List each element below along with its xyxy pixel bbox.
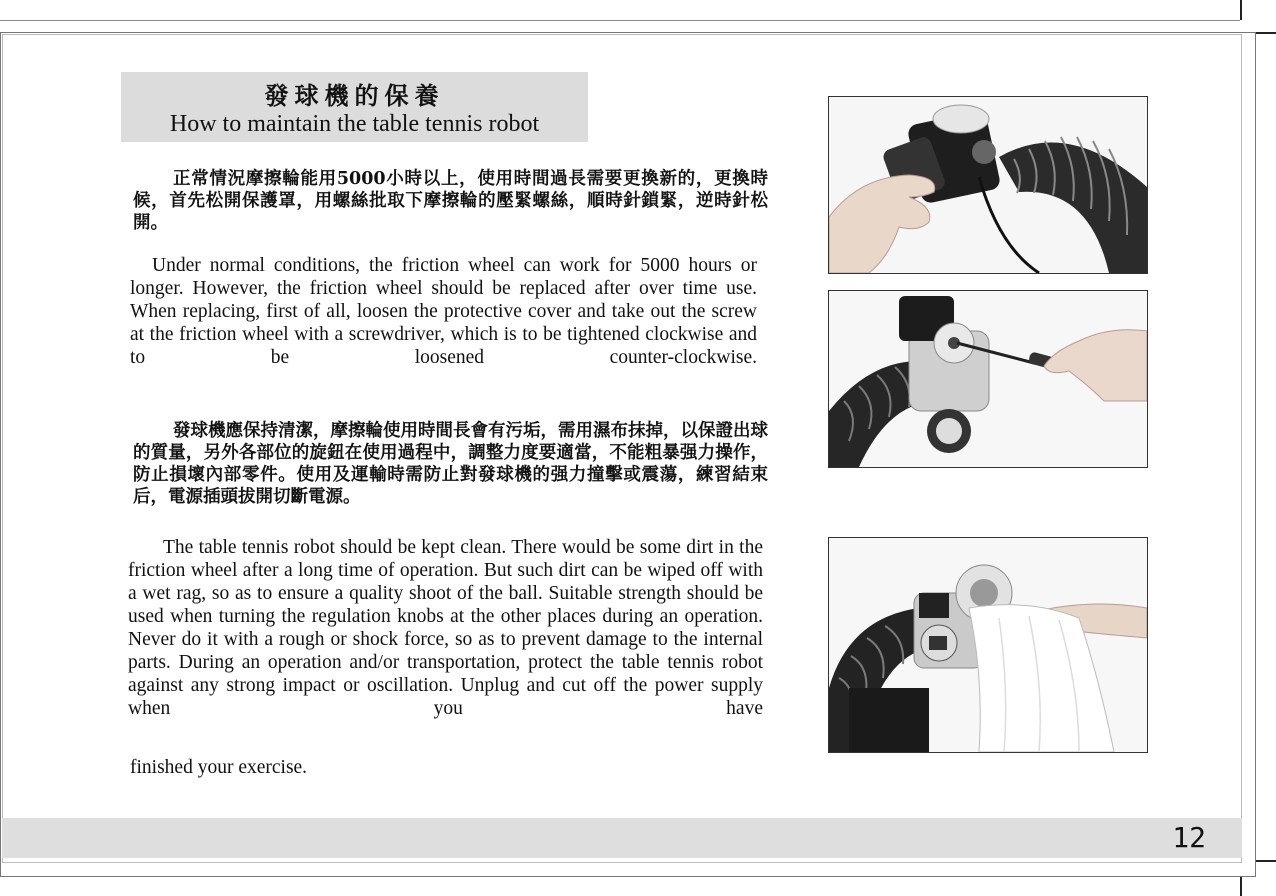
crop-line-top	[0, 20, 1240, 21]
crop-mark-bottom-right	[1240, 877, 1242, 896]
robot-screwdriver-photo	[828, 290, 1148, 468]
robot-hand-cover-photo-illustration	[829, 97, 1147, 273]
section-title-box	[121, 72, 588, 142]
section-title-chinese: 發球機的保養	[264, 81, 445, 110]
robot-hand-cover-photo	[828, 96, 1148, 274]
robot-towel-cleaning-photo-illustration	[829, 538, 1147, 752]
robot-towel-cleaning-photo	[828, 537, 1148, 753]
page-number: 12	[1172, 821, 1206, 854]
crop-mark-right-lower	[1256, 860, 1276, 862]
section-title-english: How to maintain the table tennis robot	[169, 111, 540, 137]
crop-mark-right-upper	[1256, 32, 1276, 34]
paragraph-chinese-1: 正常情況摩擦輪能用5000小時以上，使用時間過長需要更換新的，更換時候，首先松開保護罩，用螺絲批取下摩擦輪的壓緊螺絲，順時針鎖緊，逆時針松開。	[133, 169, 768, 233]
paragraph-english-1: Under normal conditions, the friction wheel can work for 5000 hours or longer. However, the friction wheel should be replaced after over time use. When replacing, first of all, loosen the protective cover and take out the screw at the friction wheel with a screwdriver, which is to be tightened clockwise and to be loosened counter-clockwise.	[130, 255, 757, 368]
crop-mark-top-right	[1240, 0, 1242, 20]
footer-band	[2, 818, 1242, 858]
paragraph-english-2: The table tennis robot should be kept clean. There would be some dirt in the friction wheel after a long time of operation. But such dirt can be wiped off with a wet rag, so as to ensure a quality shoot of the ball. Suitable strength should be used when turning the regulation knobs at the other places during an operation. Never do it with a rough or shock force, so as to prevent damage to the internal parts. During an operation and/or transportation, protect the table tennis robot against any strong impact or oscillation. Unplug and cut off the power supply when you have	[128, 537, 763, 719]
paragraph-chinese-2: 發球機應保持清潔，摩擦輪使用時間長會有污垢，需用濕布抹掉，以保證出球的質量，另外各部位的旋鈕在使用過程中，調整力度要適當，不能粗暴强力操作，防止損壞內部零件。使用及運輸時需防止對發球機的强力撞擊或震蕩，練習結束后，電源插頭拔開切斷電源。	[133, 421, 768, 507]
paragraph-english-2-last-line: finished your exercise.	[130, 757, 308, 778]
robot-screwdriver-photo-illustration	[829, 291, 1147, 467]
